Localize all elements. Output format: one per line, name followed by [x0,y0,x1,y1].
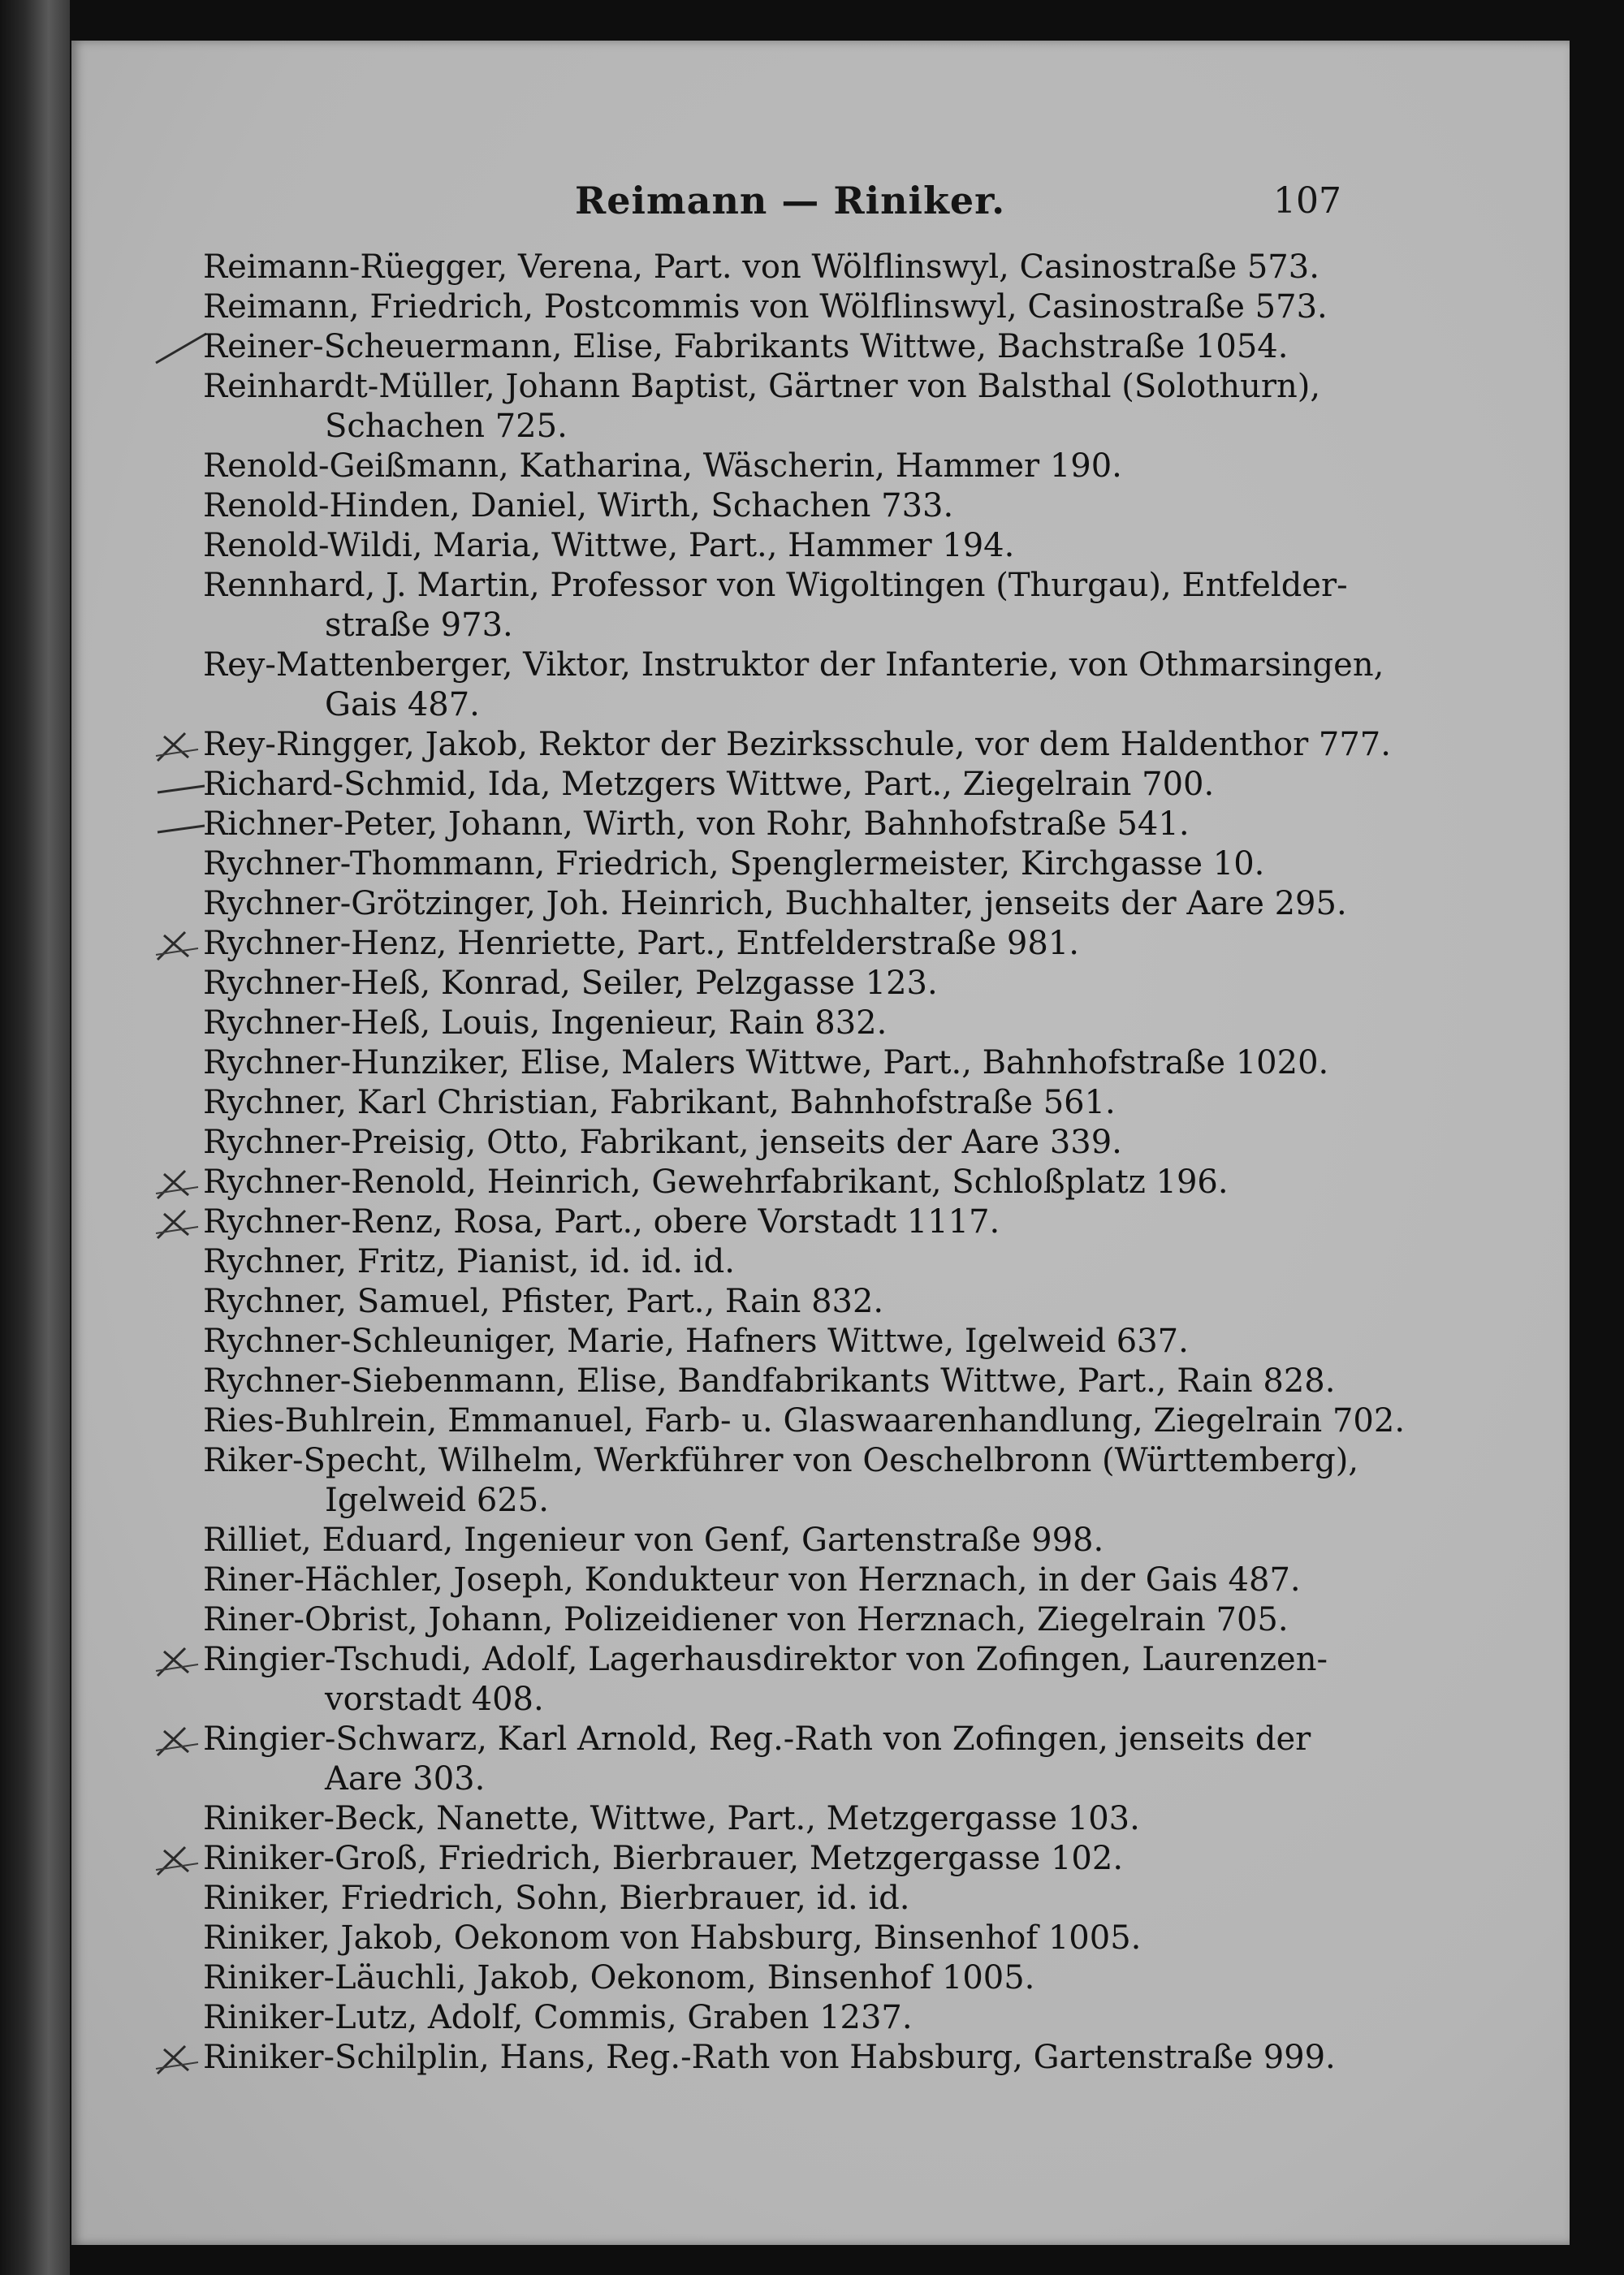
entry-line: Rychner, Karl Christian, Fabrikant, Bahnhofstraße 561. [203,1084,1116,1121]
entry-line: Riniker, Friedrich, Sohn, Bierbrauer, id. id. [203,1880,910,1917]
directory-entry [71,1322,1570,1362]
entry-continuation-line: Schachen 725. [325,408,568,445]
directory-entry [71,1799,1570,1839]
directory-entry [71,1083,1570,1123]
entry-line: Ries-Buhlrein, Emmanuel, Farb- u. Glaswaarenhandlung, Ziegelrain 702. [203,1402,1406,1440]
entry-line: Riniker-Beck, Nanette, Wittwe, Part., Metzgergasse 103. [203,1800,1140,1837]
directory-entry [71,645,1570,725]
entry-line: Renold-Hinden, Daniel, Wirth, Schachen 733. [203,487,954,525]
directory-entry [71,1202,1570,1242]
directory-entry [71,1720,1570,1799]
entry-line: Riniker, Jakob, Oekonom von Habsburg, Binsenhof 1005. [203,1919,1142,1957]
directory-entry [71,248,1570,287]
entry-line: Rychner, Samuel, Pfister, Part., Rain 832. [203,1283,884,1320]
entry-line: Riniker-Läuchli, Jakob, Oekonom, Binsenhof 1005. [203,1959,1035,1997]
directory-entry [71,1242,1570,1282]
directory-entry [71,1521,1570,1561]
directory-entry [71,1004,1570,1043]
entry-continuation-line: straße 973. [325,607,513,644]
directory-entry [71,1958,1570,1998]
entry-line: Rychner-Henz, Henriette, Part., Entfelderstraße 981. [203,925,1079,962]
entry-line: Richard-Schmid, Ida, Metzgers Wittwe, Part., Ziegelrain 700. [203,766,1215,803]
directory-entry [71,447,1570,486]
entry-continuation-line: Gais 487. [325,686,480,723]
directory-entry [71,725,1570,765]
directory-entry [71,526,1570,566]
entry-line: Rilliet, Eduard, Ingenieur von Genf, Gartenstraße 998. [203,1522,1104,1559]
entry-line: Rey-Mattenberger, Viktor, Instruktor der Infanterie, von Othmarsingen, [203,646,1384,684]
directory-entry [71,1998,1570,2038]
directory-entries [71,248,1570,2078]
directory-entry [71,1441,1570,1521]
directory-entry [71,1640,1570,1720]
directory-entry [71,924,1570,964]
directory-entry [71,1282,1570,1322]
entry-line: Reiner-Scheuermann, Elise, Fabrikants Wittwe, Bachstraße 1054. [203,328,1289,365]
entry-line: Rychner-Siebenmann, Elise, Bandfabrikants Wittwe, Part., Rain 828. [203,1362,1336,1400]
entry-line: Ringier-Tschudi, Adolf, Lagerhausdirektor von Zofingen, Laurenzen- [203,1641,1328,1678]
directory-entry [71,1839,1570,1879]
entry-line: Riniker-Lutz, Adolf, Commis, Graben 1237. [203,1999,913,2036]
directory-entry [71,1401,1570,1441]
directory-entry [71,1919,1570,1958]
directory-entry [71,486,1570,526]
entry-line: Rychner-Schleuniger, Marie, Hafners Wittwe, Igelweid 637. [203,1323,1189,1360]
directory-entry [71,287,1570,327]
directory-entry [71,367,1570,447]
page-number: 107 [1273,180,1341,222]
entry-line: Riner-Obrist, Johann, Polizeidiener von Herznach, Ziegelrain 705. [203,1601,1289,1638]
directory-entry [71,566,1570,645]
directory-entry [71,1163,1570,1202]
entry-line: Rychner-Heß, Louis, Ingenieur, Rain 832. [203,1004,888,1042]
entry-line: Rennhard, J. Martin, Professor von Wigoltingen (Thurgau), Entfelder- [203,567,1348,604]
entry-line: Riniker-Groß, Friedrich, Bierbrauer, Metzgergasse 102. [203,1840,1124,1877]
directory-entry [71,1600,1570,1640]
entry-line: Rychner-Renz, Rosa, Part., obere Vorstadt 1117. [203,1203,1000,1241]
entry-line: Rychner-Preisig, Otto, Fabrikant, jenseits der Aare 339. [203,1124,1122,1161]
entry-line: Reinhardt-Müller, Johann Baptist, Gärtner von Balsthal (Solothurn), [203,368,1321,405]
page-header [71,179,1570,235]
entry-line: Rychner-Hunziker, Elise, Malers Wittwe, Part., Bahnhofstraße 1020. [203,1044,1329,1081]
entry-line: Rychner-Grötzinger, Joh. Heinrich, Buchhalter, jenseits der Aare 295. [203,885,1347,922]
directory-entry [71,1043,1570,1083]
entry-continuation-line: vorstadt 408. [325,1681,544,1718]
entry-continuation-line: Igelweid 625. [325,1482,549,1519]
entry-line: Richner-Peter, Johann, Wirth, von Rohr, Bahnhofstraße 541. [203,805,1190,843]
previous-page-edge [0,0,70,2275]
directory-entry [71,1561,1570,1600]
entry-line: Riker-Specht, Wilhelm, Werkführer von Oeschelbronn (Württemberg), [203,1442,1359,1479]
directory-entry [71,2038,1570,2078]
entry-line: Riner-Hächler, Joseph, Kondukteur von Herznach, in der Gais 487. [203,1561,1301,1599]
directory-entry [71,805,1570,844]
entry-line: Renold-Wildi, Maria, Wittwe, Part., Hammer 194. [203,527,1015,564]
entry-line: Riniker-Schilplin, Hans, Reg.-Rath von Habsburg, Gartenstraße 999. [203,2039,1336,2076]
entry-line: Rey-Ringger, Jakob, Rektor der Bezirksschule, vor dem Haldenthor 777. [203,726,1391,763]
directory-entry [71,327,1570,367]
directory-entry [71,765,1570,805]
directory-entry [71,1879,1570,1919]
directory-entry [71,1362,1570,1401]
entry-line: Reimann-Rüegger, Verena, Part. von Wölflinswyl, Casinostraße 573. [203,248,1320,286]
entry-line: Rychner-Thommann, Friedrich, Spenglermeister, Kirchgasse 10. [203,845,1265,883]
entry-line: Reimann, Friedrich, Postcommis von Wölflinswyl, Casinostraße 573. [203,288,1328,326]
directory-entry [71,1123,1570,1163]
directory-entry [71,884,1570,924]
entry-continuation-line: Aare 303. [325,1760,486,1798]
running-title: Reimann — Riniker. [575,179,1006,222]
directory-entry [71,964,1570,1004]
entry-line: Renold-Geißmann, Katharina, Wäscherin, Hammer 190. [203,447,1122,485]
entry-line: Rychner-Renold, Heinrich, Gewehrfabrikant, Schloßplatz 196. [203,1163,1229,1201]
entry-line: Rychner-Heß, Konrad, Seiler, Pelzgasse 123. [203,965,938,1002]
directory-page [71,41,1570,2245]
directory-entry [71,844,1570,884]
entry-line: Ringier-Schwarz, Karl Arnold, Reg.-Rath von Zofingen, jenseits der [203,1720,1311,1758]
entry-line: Rychner, Fritz, Pianist, id. id. id. [203,1243,735,1280]
